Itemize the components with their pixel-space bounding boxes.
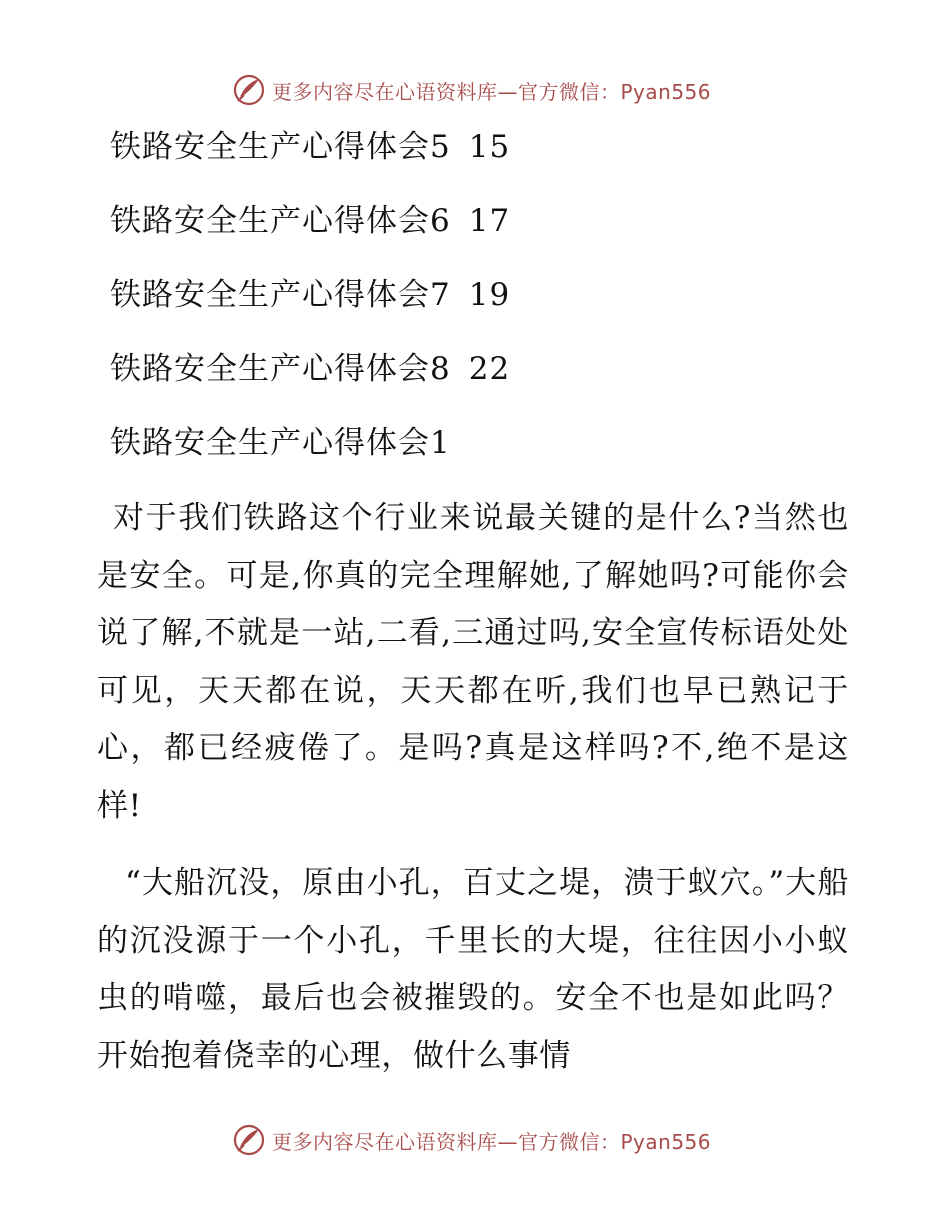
toc-item-title: 铁路安全生产心得体会8: [110, 351, 451, 387]
section-heading: [110, 418, 510, 492]
toc-item-page: 22: [468, 351, 511, 387]
toc-item-page: 19: [468, 277, 511, 313]
toc-item-page: 15: [468, 129, 511, 165]
pen-logo-icon: [232, 73, 266, 107]
toc-item-title: 铁路安全生产心得体会7: [110, 277, 451, 313]
toc-item-title: 铁路安全生产心得体会6: [110, 203, 451, 239]
toc-item: [110, 196, 510, 270]
footer-watermark: [232, 1121, 711, 1159]
toc-item: [110, 270, 510, 344]
pen-logo-icon: [232, 1123, 266, 1157]
body-paragraph: “大船沉没，原由小孔，百丈之堤，溃于蚁穴。”大船的沉没源于一个小孔，千里长的大堤，往往因小小蚁虫的啃噬，最后也会被摧毁的。安全不也是如此吗？开始抱着侥幸的心理，做什么事情: [97, 865, 849, 1074]
toc-item: [110, 344, 510, 418]
body-paragraph: 对于我们铁路这个行业来说最关键的是什么?当然也是安全。可是,你真的完全理解她,了解她吗?可能你会说了解,不就是一站,二看,三通过吗,安全宣传标语处处可见，天天都在说，天天都在听,我们也早已熟记于心，都已经疲倦了。是吗?真是这样吗?不,绝不是这样!: [97, 500, 849, 824]
toc-item: [110, 122, 510, 196]
header-watermark-text: 更多内容尽在心语资料库—官方微信：Pyan556: [272, 79, 712, 104]
toc-item-title: 铁路安全生产心得体会5: [110, 129, 451, 165]
header-watermark: [232, 71, 711, 109]
toc-item-page: 17: [468, 203, 511, 239]
table-of-contents: [110, 122, 510, 492]
section-heading-title: 铁路安全生产心得体会1: [110, 425, 451, 461]
footer-watermark-text: 更多内容尽在心语资料库—官方微信：Pyan556: [272, 1129, 712, 1154]
